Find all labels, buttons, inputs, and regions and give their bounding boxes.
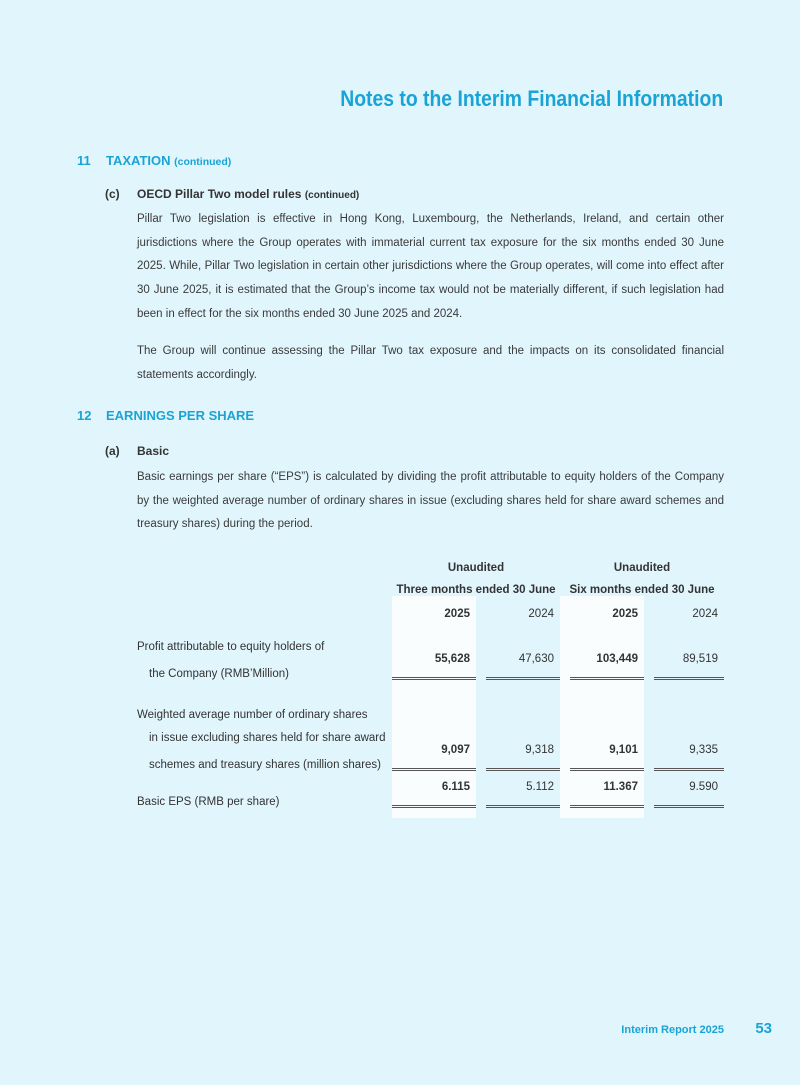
- subsection-c-heading: [105, 187, 359, 201]
- subsection-title: OECD Pillar Two model rules: [137, 187, 302, 201]
- value-cell: 103,449: [570, 653, 644, 680]
- year-header: 2025: [392, 596, 476, 620]
- value-cell: 9.590: [654, 781, 724, 808]
- subsection-label: (c): [105, 187, 120, 201]
- value-cell: 9,318: [486, 744, 560, 771]
- row-label-line: in issue excluding shares held for share award: [149, 732, 386, 744]
- section-suffix: (continued): [174, 156, 232, 168]
- row-label-line: Weighted average number of ordinary shares: [137, 709, 368, 721]
- pillar-two-paragraph-2: The Group will continue assessing the Pillar Two tax exposure and the impacts on its consolidated financial statements accordingly.: [137, 345, 724, 381]
- value-cell: 9,097: [392, 744, 476, 771]
- row-label-line: the Company (RMB’Million): [149, 668, 289, 680]
- year-header: 2024: [528, 608, 554, 620]
- subsection-a-heading: [105, 444, 169, 458]
- page-title: Notes to the Interim Financial Information: [340, 86, 723, 111]
- group2-status: Unaudited: [613, 562, 671, 574]
- subsection-suffix: (continued): [304, 190, 360, 201]
- value-cell: 47,630: [486, 653, 560, 680]
- value-cell: 6.115: [392, 781, 476, 808]
- section-title: EARNINGS PER SHARE: [106, 408, 255, 423]
- value-cell: 9,335: [654, 744, 724, 771]
- value-cell: 55,628: [392, 653, 476, 680]
- subsection-label: (a): [105, 444, 120, 458]
- value-cell: 89,519: [654, 653, 724, 680]
- basic-eps-paragraph: Basic earnings per share (“EPS”) is calculated by dividing the profit attributable to equity holders of the Company by the weighted average number of ordinary shares in issue (excluding shares held for share award schemes and treasury shares) during the period.: [137, 471, 724, 531]
- section-12-heading: [77, 408, 254, 423]
- value-cell: 9,101: [570, 744, 644, 771]
- group2-period: Six months ended 30 June: [569, 584, 715, 596]
- row-label-line: schemes and treasury shares (million shares): [149, 759, 382, 771]
- section-number: 11: [77, 153, 91, 168]
- section-11-heading: [77, 153, 231, 168]
- section-title: TAXATION: [106, 153, 171, 168]
- footer-report-name: Interim Report 2025: [621, 1024, 724, 1036]
- row-label-line: Basic EPS (RMB per share): [137, 796, 280, 808]
- group1-status: Unaudited: [447, 562, 505, 574]
- group1-period: Three months ended 30 June: [396, 584, 556, 596]
- section-number: 12: [77, 408, 92, 423]
- year-header: 2025: [560, 596, 644, 620]
- subsection-title: Basic: [137, 444, 170, 458]
- pillar-two-paragraph-1: Pillar Two legislation is effective in Hong Kong, Luxembourg, the Netherlands, Ireland, and certain other jurisdictions where the Group operates with immaterial current tax exposure for the six months ended 30 June 2025. While, Pillar Two legislation in certain other jurisdictions where the Group operates, will come into effect after 30 June 2025, it is estimated that the Group’s income tax would not be materially different, if such legislation had been in effect for the six months ended 30 June 2025 and 2024.: [137, 213, 724, 320]
- eps-table: [137, 552, 724, 818]
- value-cell: 5.112: [486, 781, 560, 808]
- page-number: 53: [755, 1020, 772, 1037]
- value-cell: 11.367: [570, 781, 644, 808]
- year-header: 2024: [692, 608, 718, 620]
- row-label-line: Profit attributable to equity holders of: [137, 641, 325, 653]
